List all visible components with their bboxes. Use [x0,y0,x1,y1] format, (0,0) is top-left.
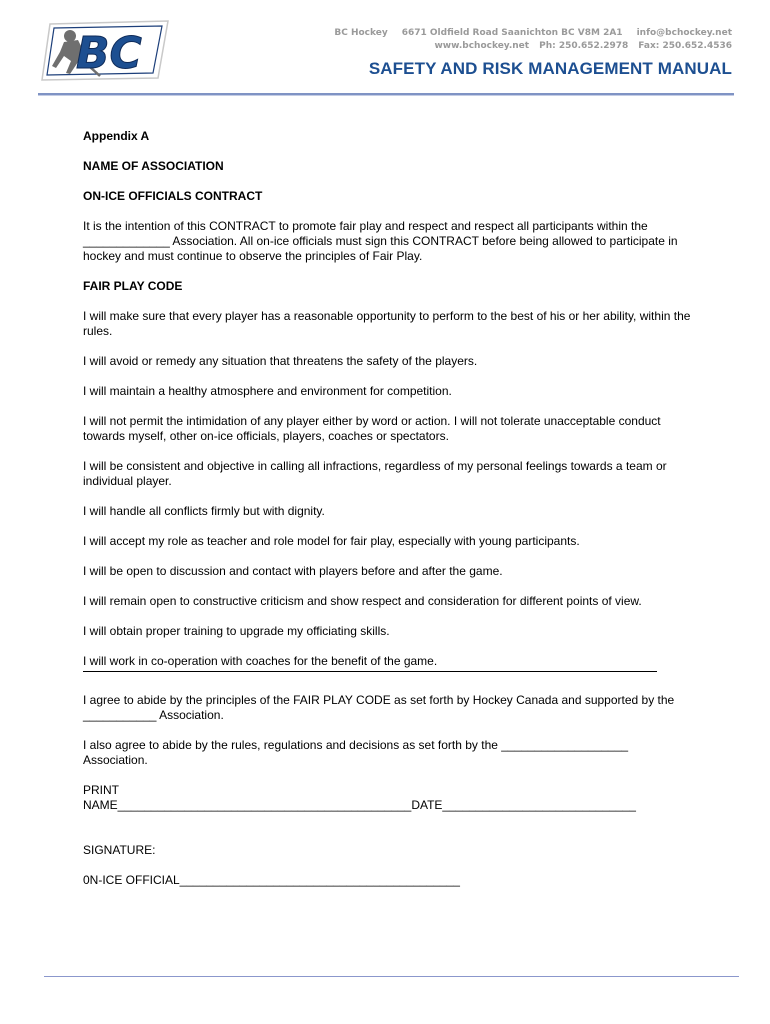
code-item: I will handle all conflicts firmly but with dignity. [83,504,325,518]
bc-hockey-logo [40,18,172,82]
signature-label: SIGNATURE: [83,843,156,857]
code-item: I will remain open to constructive criticism and show respect and consideration for different points of view. [83,594,642,608]
code-item: I will be open to discussion and contact with players before and after the game. [83,564,503,578]
print-label: PRINT [83,783,119,797]
agreement-paragraph-2: I also agree to abide by the rules, regulations and decisions as set forth by the ___________________ Association. [83,738,629,767]
code-item: I will obtain proper training to upgrade my officiating skills. [83,624,390,638]
org-address: 6671 Oldfield Road Saanichton BC V8M 2A1 [401,28,623,38]
code-item: I will not permit the intimidation of any player either by word or action. I will not tolerate unacceptable conduct towards myself, other on-ice officials, players, coaches or spectators. [83,414,661,443]
footer-rule [44,976,739,977]
org-name: BC Hockey [334,28,388,38]
intro-paragraph: It is the intention of this CONTRACT to promote fair play and respect and respect all participants within the _____________ Association. All on-ice officials must sign this CONTRACT before being allowed to participate in hockey and must continue to observe the principles of Fair Play. [83,219,678,263]
org-phone: Ph: 250.652.2978 [539,41,629,51]
name-date-line[interactable]: NAME____________________________________________DATE_____________________________ [83,798,636,812]
appendix-label: Appendix A [83,129,150,143]
code-item: I will work in co-operation with coaches for the benefit of the game. [83,654,438,668]
contact-info [334,27,732,53]
org-website[interactable]: www.bchockey.net [434,41,530,51]
code-item: I will make sure that every player has a reasonable opportunity to perform to the best of his or her ability, within the rules. [83,309,691,338]
document-body [83,129,693,888]
contract-heading: ON-ICE OFFICIALS CONTRACT [83,189,263,203]
agreement-paragraph: I agree to abide by the principles of the FAIR PLAY CODE as set forth by Hockey Canada and supported by the ___________ Association. [83,693,675,722]
header-rule [38,93,734,96]
code-item: I will be consistent and objective in calling all infractions, regardless of my personal feelings towards a team or individual player. [83,459,667,488]
manual-title: SAFETY AND RISK MANAGEMENT MANUAL [368,59,732,78]
official-signature-line[interactable]: 0N-ICE OFFICIAL__________________________________________ [83,873,460,887]
org-fax: Fax: 250.652.4536 [638,41,732,51]
org-email[interactable]: info@bchockey.net [636,28,732,38]
logo-text: BC [76,28,142,79]
code-item: I will avoid or remedy any situation that threatens the safety of the players. [83,354,478,368]
association-heading: NAME OF ASSOCIATION [83,159,224,173]
fair-play-code-heading: FAIR PLAY CODE [83,279,183,293]
code-item: I will accept my role as teacher and role model for fair play, especially with young participants. [83,534,580,548]
section-divider [83,671,657,672]
code-item: I will maintain a healthy atmosphere and environment for competition. [83,384,452,398]
